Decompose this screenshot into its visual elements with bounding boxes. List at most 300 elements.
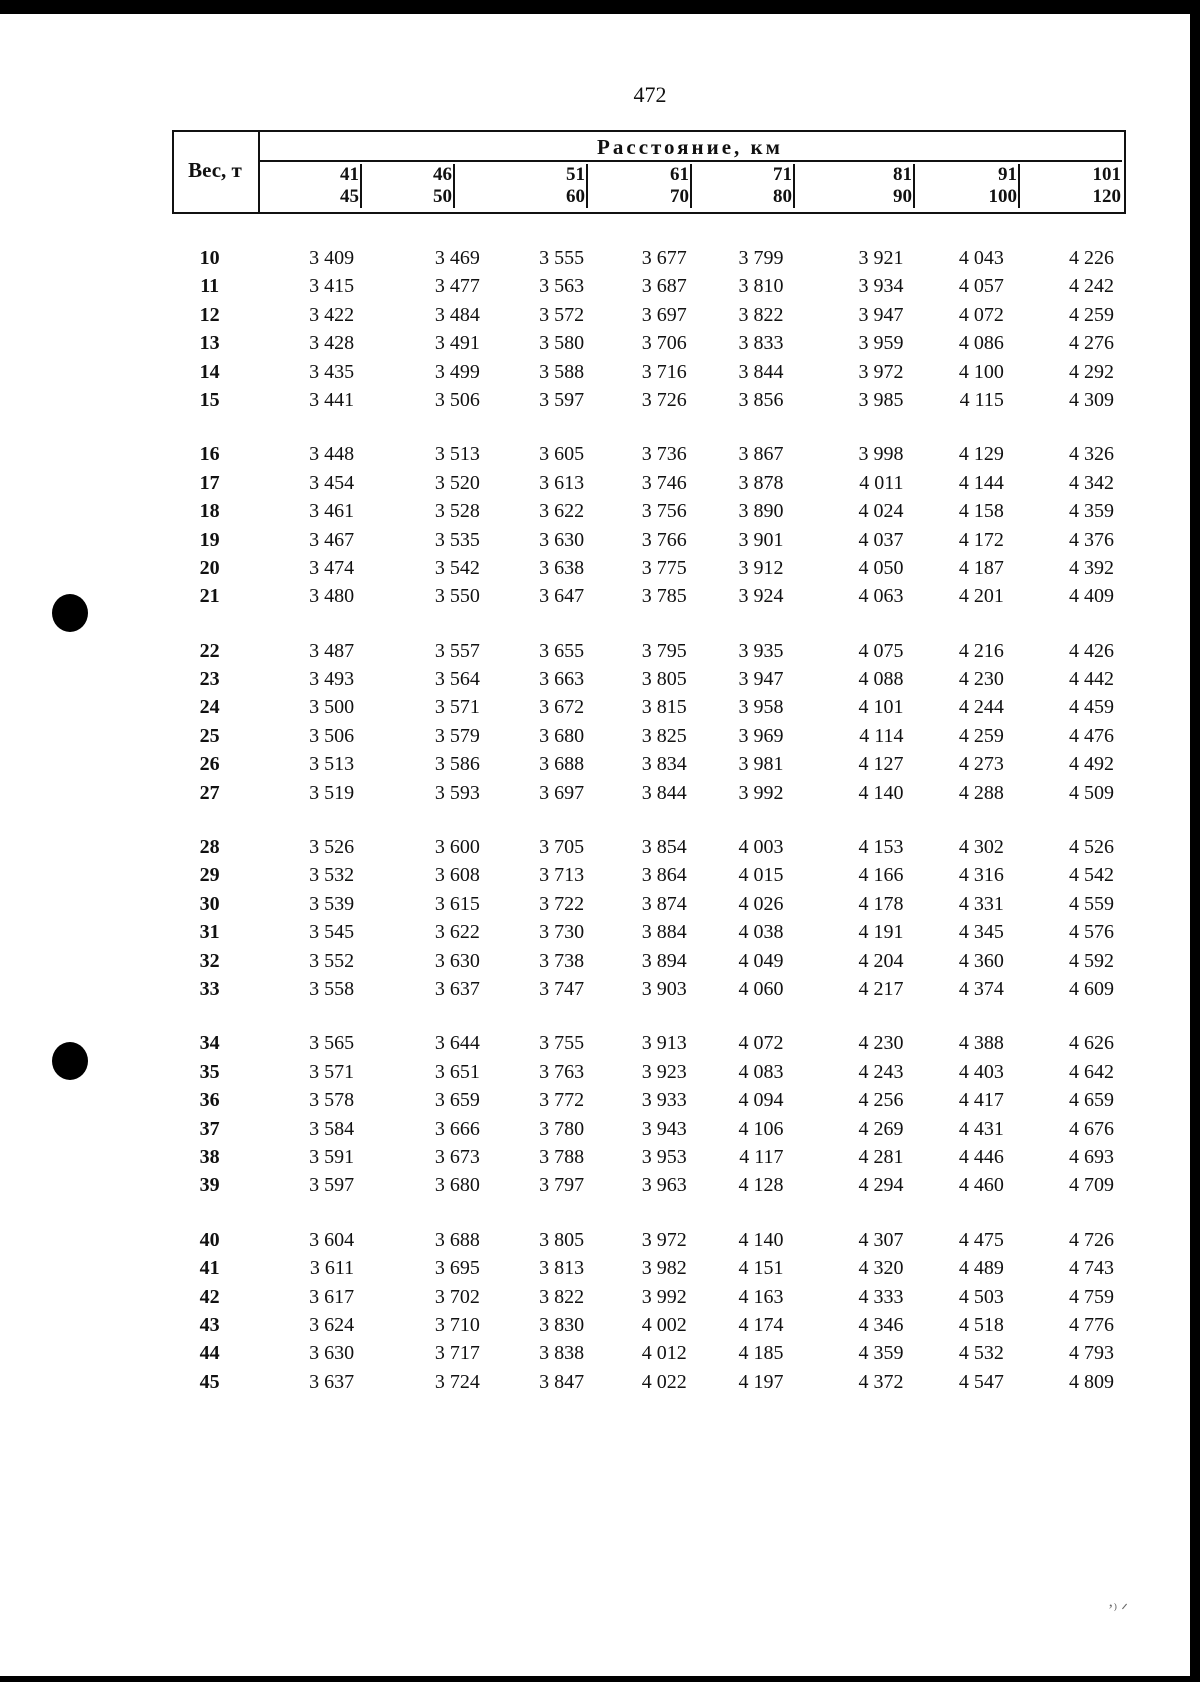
value-cell: 3 912 bbox=[738, 556, 784, 579]
weight-cell: 33 bbox=[199, 977, 220, 1000]
weight-cell: 30 bbox=[199, 892, 220, 915]
table-row bbox=[180, 329, 1120, 357]
value-cell: 4 346 bbox=[858, 1313, 904, 1336]
value-cell: 3 461 bbox=[309, 500, 355, 523]
value-cell: 4 509 bbox=[1069, 781, 1114, 804]
value-cell: 3 630 bbox=[539, 528, 585, 551]
value-cell: 3 998 bbox=[858, 443, 904, 466]
value-cell: 4 172 bbox=[958, 528, 1004, 551]
table-row bbox=[180, 890, 1120, 918]
value-cell: 3 499 bbox=[434, 360, 480, 383]
value-cell: 4 060 bbox=[738, 977, 784, 1000]
value-cell: 3 617 bbox=[309, 1285, 355, 1308]
value-cell: 4 489 bbox=[958, 1257, 1004, 1280]
value-cell: 4 503 bbox=[958, 1285, 1004, 1308]
value-cell: 3 901 bbox=[738, 528, 784, 551]
value-cell: 3 622 bbox=[434, 921, 480, 944]
value-cell: 3 597 bbox=[309, 1174, 355, 1197]
value-cell: 4 693 bbox=[1069, 1145, 1114, 1168]
band-to: 45 bbox=[340, 186, 359, 207]
value-cell: 4 217 bbox=[858, 977, 904, 1000]
value-cell: 4 392 bbox=[1069, 556, 1114, 579]
value-cell: 4 609 bbox=[1069, 977, 1114, 1000]
value-cell: 4 259 bbox=[958, 724, 1004, 747]
value-cell: 3 663 bbox=[539, 668, 585, 691]
weight-cell: 32 bbox=[199, 949, 220, 972]
band-from: 101 bbox=[1092, 164, 1121, 185]
table-row bbox=[180, 693, 1120, 721]
value-cell: 3 550 bbox=[434, 585, 480, 608]
value-cell: 4 050 bbox=[858, 556, 904, 579]
value-cell: 3 655 bbox=[539, 639, 585, 662]
table-row bbox=[180, 497, 1120, 525]
value-cell: 4 158 bbox=[958, 500, 1004, 523]
value-cell: 3 813 bbox=[539, 1257, 585, 1280]
value-cell: 3 695 bbox=[434, 1257, 480, 1280]
value-cell: 3 903 bbox=[641, 977, 687, 1000]
value-cell: 4 127 bbox=[858, 753, 904, 776]
table-row bbox=[180, 272, 1120, 300]
weight-cell: 37 bbox=[199, 1117, 220, 1140]
value-cell: 3 552 bbox=[309, 949, 355, 972]
weight-cell: 42 bbox=[199, 1285, 220, 1308]
table-row bbox=[180, 975, 1120, 1003]
value-cell: 3 558 bbox=[309, 977, 355, 1000]
value-cell: 3 953 bbox=[641, 1145, 687, 1168]
value-cell: 4 088 bbox=[858, 668, 904, 691]
value-cell: 4 743 bbox=[1069, 1257, 1114, 1280]
value-cell: 3 563 bbox=[539, 275, 585, 298]
row-group bbox=[180, 833, 1120, 1003]
value-cell: 3 435 bbox=[309, 360, 355, 383]
value-cell: 3 844 bbox=[738, 360, 784, 383]
table-row bbox=[180, 861, 1120, 889]
value-cell: 4 243 bbox=[858, 1060, 904, 1083]
value-cell: 4 140 bbox=[858, 781, 904, 804]
table-row bbox=[180, 301, 1120, 329]
distance-band-3 bbox=[455, 164, 588, 208]
band-to: 100 bbox=[988, 186, 1017, 207]
value-cell: 4 281 bbox=[858, 1145, 904, 1168]
value-cell: 3 724 bbox=[434, 1370, 480, 1393]
value-cell: 3 815 bbox=[641, 696, 687, 719]
value-cell: 3 638 bbox=[539, 556, 585, 579]
value-cell: 3 615 bbox=[434, 892, 480, 915]
value-cell: 3 795 bbox=[641, 639, 687, 662]
value-cell: 4 117 bbox=[739, 1145, 784, 1168]
value-cell: 3 484 bbox=[434, 303, 480, 326]
weight-cell: 17 bbox=[199, 471, 220, 494]
value-cell: 3 838 bbox=[539, 1342, 585, 1365]
value-cell: 3 921 bbox=[858, 247, 904, 269]
value-cell: 4 100 bbox=[958, 360, 1004, 383]
value-cell: 4 316 bbox=[958, 864, 1004, 887]
table-row bbox=[180, 833, 1120, 861]
table-row bbox=[180, 947, 1120, 975]
value-cell: 4 244 bbox=[958, 696, 1004, 719]
value-cell: 3 755 bbox=[539, 1032, 585, 1055]
table-row bbox=[180, 440, 1120, 468]
value-cell: 4 409 bbox=[1069, 585, 1114, 608]
band-to: 50 bbox=[433, 186, 452, 207]
value-cell: 3 805 bbox=[539, 1228, 585, 1251]
value-cell: 4 011 bbox=[859, 471, 904, 494]
value-cell: 4 115 bbox=[959, 388, 1004, 411]
band-from: 61 bbox=[670, 164, 689, 185]
value-cell: 3 697 bbox=[539, 781, 585, 804]
value-cell: 4 038 bbox=[738, 921, 784, 944]
value-cell: 3 591 bbox=[309, 1145, 355, 1168]
band-to: 60 bbox=[566, 186, 585, 207]
band-from: 81 bbox=[893, 164, 912, 185]
value-cell: 4 026 bbox=[738, 892, 784, 915]
table-row bbox=[180, 1368, 1120, 1396]
value-cell: 3 797 bbox=[539, 1174, 585, 1197]
weight-cell: 13 bbox=[199, 332, 220, 355]
value-cell: 3 736 bbox=[641, 443, 687, 466]
value-cell: 3 477 bbox=[434, 275, 480, 298]
value-cell: 3 935 bbox=[738, 639, 784, 662]
value-cell: 4 144 bbox=[958, 471, 1004, 494]
value-cell: 4 776 bbox=[1069, 1313, 1114, 1336]
value-cell: 3 775 bbox=[641, 556, 687, 579]
value-cell: 4 075 bbox=[858, 639, 904, 662]
value-cell: 3 659 bbox=[434, 1089, 480, 1112]
value-cell: 4 676 bbox=[1069, 1117, 1114, 1140]
value-cell: 3 756 bbox=[641, 500, 687, 523]
value-cell: 4 057 bbox=[958, 275, 1004, 298]
band-to: 70 bbox=[670, 186, 689, 207]
weight-cell: 28 bbox=[199, 836, 220, 859]
weight-cell: 21 bbox=[199, 585, 220, 608]
value-cell: 4 294 bbox=[858, 1174, 904, 1197]
value-cell: 4 024 bbox=[858, 500, 904, 523]
scan-border-top bbox=[0, 0, 1200, 14]
value-cell: 3 772 bbox=[539, 1089, 585, 1112]
value-cell: 4 345 bbox=[958, 921, 1004, 944]
value-cell: 3 864 bbox=[641, 864, 687, 887]
value-cell: 3 637 bbox=[434, 977, 480, 1000]
value-cell: 4 726 bbox=[1069, 1228, 1114, 1251]
weight-cell: 40 bbox=[199, 1228, 220, 1251]
weight-cell: 14 bbox=[199, 360, 220, 383]
distance-band-4 bbox=[588, 164, 692, 208]
weight-cell: 11 bbox=[200, 275, 220, 298]
band-to: 120 bbox=[1092, 186, 1121, 207]
value-cell: 4 359 bbox=[1069, 500, 1114, 523]
value-cell: 3 409 bbox=[309, 247, 355, 269]
value-cell: 3 680 bbox=[539, 724, 585, 747]
value-cell: 3 555 bbox=[539, 247, 585, 269]
value-cell: 3 766 bbox=[641, 528, 687, 551]
table-row bbox=[180, 582, 1120, 610]
value-cell: 3 810 bbox=[738, 275, 784, 298]
value-cell: 3 415 bbox=[309, 275, 355, 298]
value-cell: 4 072 bbox=[958, 303, 1004, 326]
value-cell: 3 491 bbox=[434, 332, 480, 355]
weight-cell: 34 bbox=[199, 1032, 220, 1055]
value-cell: 3 624 bbox=[309, 1313, 355, 1336]
value-cell: 4 307 bbox=[858, 1228, 904, 1251]
distance-band-1 bbox=[258, 164, 362, 208]
band-from: 91 bbox=[998, 164, 1017, 185]
value-cell: 3 713 bbox=[539, 864, 585, 887]
value-cell: 4 163 bbox=[738, 1285, 784, 1308]
value-cell: 3 557 bbox=[434, 639, 480, 662]
distance-band-5 bbox=[692, 164, 795, 208]
tariff-table bbox=[180, 244, 1120, 1422]
value-cell: 4 709 bbox=[1069, 1174, 1114, 1197]
value-cell: 4 518 bbox=[958, 1313, 1004, 1336]
value-cell: 4 015 bbox=[738, 864, 784, 887]
value-cell: 4 185 bbox=[738, 1342, 784, 1365]
table-row bbox=[180, 1283, 1120, 1311]
value-cell: 4 426 bbox=[1069, 639, 1114, 662]
table-row bbox=[180, 244, 1120, 272]
header-divider bbox=[258, 160, 1122, 162]
value-cell: 4 204 bbox=[858, 949, 904, 972]
value-cell: 3 747 bbox=[539, 977, 585, 1000]
value-cell: 3 539 bbox=[309, 892, 355, 915]
value-cell: 3 867 bbox=[738, 443, 784, 466]
band-to: 80 bbox=[773, 186, 792, 207]
value-cell: 4 216 bbox=[958, 639, 1004, 662]
value-cell: 4 372 bbox=[858, 1370, 904, 1393]
weight-cell: 23 bbox=[199, 668, 220, 691]
value-cell: 4 197 bbox=[738, 1370, 784, 1393]
value-cell: 3 600 bbox=[434, 836, 480, 859]
weight-cell: 18 bbox=[199, 500, 220, 523]
weight-cell: 25 bbox=[199, 724, 220, 747]
distance-band-2 bbox=[362, 164, 455, 208]
weight-cell: 41 bbox=[199, 1257, 220, 1280]
value-cell: 3 448 bbox=[309, 443, 355, 466]
value-cell: 3 822 bbox=[539, 1285, 585, 1308]
table-row bbox=[180, 665, 1120, 693]
value-cell: 3 666 bbox=[434, 1117, 480, 1140]
table-row bbox=[180, 358, 1120, 386]
value-cell: 3 981 bbox=[738, 753, 784, 776]
table-row bbox=[180, 526, 1120, 554]
value-cell: 3 884 bbox=[641, 921, 687, 944]
value-cell: 3 763 bbox=[539, 1060, 585, 1083]
weight-cell: 26 bbox=[199, 753, 220, 776]
value-cell: 3 579 bbox=[434, 724, 480, 747]
value-cell: 3 847 bbox=[539, 1370, 585, 1393]
value-cell: 4 793 bbox=[1069, 1342, 1114, 1365]
value-cell: 3 572 bbox=[539, 303, 585, 326]
value-cell: 3 878 bbox=[738, 471, 784, 494]
value-cell: 3 746 bbox=[641, 471, 687, 494]
weight-cell: 29 bbox=[199, 864, 220, 887]
weight-cell: 31 bbox=[199, 921, 220, 944]
value-cell: 3 680 bbox=[434, 1174, 480, 1197]
value-cell: 3 788 bbox=[539, 1145, 585, 1168]
value-cell: 4 532 bbox=[958, 1342, 1004, 1365]
weight-cell: 44 bbox=[199, 1342, 220, 1365]
value-cell: 4 403 bbox=[958, 1060, 1004, 1083]
value-cell: 4 492 bbox=[1069, 753, 1114, 776]
table-row bbox=[180, 1058, 1120, 1086]
value-cell: 4 259 bbox=[1069, 303, 1114, 326]
value-cell: 4 659 bbox=[1069, 1089, 1114, 1112]
value-cell: 4 174 bbox=[738, 1313, 784, 1336]
value-cell: 3 584 bbox=[309, 1117, 355, 1140]
value-cell: 4 114 bbox=[859, 724, 904, 747]
value-cell: 3 933 bbox=[641, 1089, 687, 1112]
scan-border-bottom bbox=[0, 1676, 1200, 1682]
value-cell: 4 276 bbox=[1069, 332, 1114, 355]
value-cell: 4 759 bbox=[1069, 1285, 1114, 1308]
value-cell: 4 326 bbox=[1069, 443, 1114, 466]
value-cell: 3 985 bbox=[858, 388, 904, 411]
value-cell: 3 647 bbox=[539, 585, 585, 608]
value-cell: 3 726 bbox=[641, 388, 687, 411]
page-number: 472 bbox=[633, 82, 667, 107]
table-row bbox=[180, 1254, 1120, 1282]
value-cell: 4 388 bbox=[958, 1032, 1004, 1055]
value-cell: 3 716 bbox=[641, 360, 687, 383]
value-cell: 3 947 bbox=[858, 303, 904, 326]
value-cell: 4 309 bbox=[1069, 388, 1114, 411]
value-cell: 4 094 bbox=[738, 1089, 784, 1112]
value-cell: 4 431 bbox=[958, 1117, 1004, 1140]
row-group bbox=[180, 440, 1120, 610]
table-row bbox=[180, 750, 1120, 778]
value-cell: 3 474 bbox=[309, 556, 355, 579]
value-cell: 3 493 bbox=[309, 668, 355, 691]
value-cell: 3 506 bbox=[309, 724, 355, 747]
value-cell: 4 342 bbox=[1069, 471, 1114, 494]
value-cell: 4 460 bbox=[958, 1174, 1004, 1197]
value-cell: 4 128 bbox=[738, 1174, 784, 1197]
value-cell: 3 833 bbox=[738, 332, 784, 355]
value-cell: 3 702 bbox=[434, 1285, 480, 1308]
value-cell: 4 191 bbox=[858, 921, 904, 944]
value-cell: 3 856 bbox=[738, 388, 784, 411]
value-cell: 4 083 bbox=[738, 1060, 784, 1083]
value-cell: 4 446 bbox=[958, 1145, 1004, 1168]
value-cell: 3 513 bbox=[309, 753, 355, 776]
value-cell: 4 320 bbox=[858, 1257, 904, 1280]
value-cell: 4 374 bbox=[958, 977, 1004, 1000]
value-cell: 4 049 bbox=[738, 949, 784, 972]
value-cell: 3 677 bbox=[641, 247, 687, 269]
value-cell: 4 256 bbox=[858, 1089, 904, 1112]
band-to: 90 bbox=[893, 186, 912, 207]
value-cell: 4 626 bbox=[1069, 1032, 1114, 1055]
value-cell: 3 441 bbox=[309, 388, 355, 411]
value-cell: 4 002 bbox=[641, 1313, 687, 1336]
weight-cell: 36 bbox=[199, 1089, 220, 1112]
punch-hole bbox=[52, 1042, 88, 1080]
value-cell: 4 475 bbox=[958, 1228, 1004, 1251]
value-cell: 4 166 bbox=[858, 864, 904, 887]
value-cell: 3 593 bbox=[434, 781, 480, 804]
value-cell: 3 722 bbox=[539, 892, 585, 915]
value-cell: 4 376 bbox=[1069, 528, 1114, 551]
value-cell: 3 825 bbox=[641, 724, 687, 747]
weight-cell: 15 bbox=[199, 388, 220, 411]
value-cell: 3 943 bbox=[641, 1117, 687, 1140]
value-cell: 3 673 bbox=[434, 1145, 480, 1168]
value-cell: 3 874 bbox=[641, 892, 687, 915]
value-cell: 4 292 bbox=[1069, 360, 1114, 383]
value-cell: 3 785 bbox=[641, 585, 687, 608]
value-cell: 4 106 bbox=[738, 1117, 784, 1140]
weight-cell: 12 bbox=[199, 303, 220, 326]
value-cell: 3 564 bbox=[434, 668, 480, 691]
value-cell: 4 476 bbox=[1069, 724, 1114, 747]
value-cell: 3 467 bbox=[309, 528, 355, 551]
value-cell: 3 913 bbox=[641, 1032, 687, 1055]
value-cell: 3 992 bbox=[641, 1285, 687, 1308]
value-cell: 4 269 bbox=[858, 1117, 904, 1140]
value-cell: 4 526 bbox=[1069, 836, 1114, 859]
value-cell: 4 140 bbox=[738, 1228, 784, 1251]
value-cell: 3 992 bbox=[738, 781, 784, 804]
weight-cell: 24 bbox=[199, 696, 220, 719]
value-cell: 3 959 bbox=[858, 332, 904, 355]
weight-cell: 20 bbox=[199, 556, 220, 579]
value-cell: 3 697 bbox=[641, 303, 687, 326]
table-row bbox=[180, 1086, 1120, 1114]
value-cell: 3 542 bbox=[434, 556, 480, 579]
table-row bbox=[180, 722, 1120, 750]
weight-cell: 43 bbox=[199, 1313, 220, 1336]
value-cell: 4 360 bbox=[958, 949, 1004, 972]
value-cell: 3 710 bbox=[434, 1313, 480, 1336]
table-row bbox=[180, 469, 1120, 497]
value-cell: 3 597 bbox=[539, 388, 585, 411]
value-cell: 3 894 bbox=[641, 949, 687, 972]
value-cell: 3 799 bbox=[738, 247, 784, 269]
value-cell: 3 958 bbox=[738, 696, 784, 719]
table-row bbox=[180, 1226, 1120, 1254]
value-cell: 4 226 bbox=[1069, 247, 1114, 269]
band-from: 51 bbox=[566, 164, 585, 185]
value-cell: 3 924 bbox=[738, 585, 784, 608]
weight-cell: 35 bbox=[199, 1060, 220, 1083]
value-cell: 3 651 bbox=[434, 1060, 480, 1083]
value-cell: 3 500 bbox=[309, 696, 355, 719]
value-cell: 3 528 bbox=[434, 500, 480, 523]
value-cell: 4 201 bbox=[958, 585, 1004, 608]
value-cell: 4 101 bbox=[858, 696, 904, 719]
table-row bbox=[180, 1029, 1120, 1057]
value-cell: 4 442 bbox=[1069, 668, 1114, 691]
value-cell: 3 571 bbox=[309, 1060, 355, 1083]
weight-cell: 27 bbox=[199, 781, 220, 804]
value-cell: 4 642 bbox=[1069, 1060, 1114, 1083]
value-cell: 4 273 bbox=[958, 753, 1004, 776]
value-cell: 3 545 bbox=[309, 921, 355, 944]
value-cell: 3 487 bbox=[309, 639, 355, 662]
band-from: 71 bbox=[773, 164, 792, 185]
value-cell: 4 230 bbox=[858, 1032, 904, 1055]
value-cell: 3 622 bbox=[539, 500, 585, 523]
value-cell: 3 580 bbox=[539, 332, 585, 355]
punch-hole bbox=[52, 594, 88, 632]
value-cell: 3 934 bbox=[858, 275, 904, 298]
value-cell: 3 969 bbox=[738, 724, 784, 747]
value-cell: 3 519 bbox=[309, 781, 355, 804]
value-cell: 3 535 bbox=[434, 528, 480, 551]
value-cell: 3 611 bbox=[309, 1257, 355, 1280]
weight-cell: 19 bbox=[199, 528, 220, 551]
value-cell: 4 043 bbox=[958, 247, 1004, 269]
value-cell: 4 459 bbox=[1069, 696, 1114, 719]
